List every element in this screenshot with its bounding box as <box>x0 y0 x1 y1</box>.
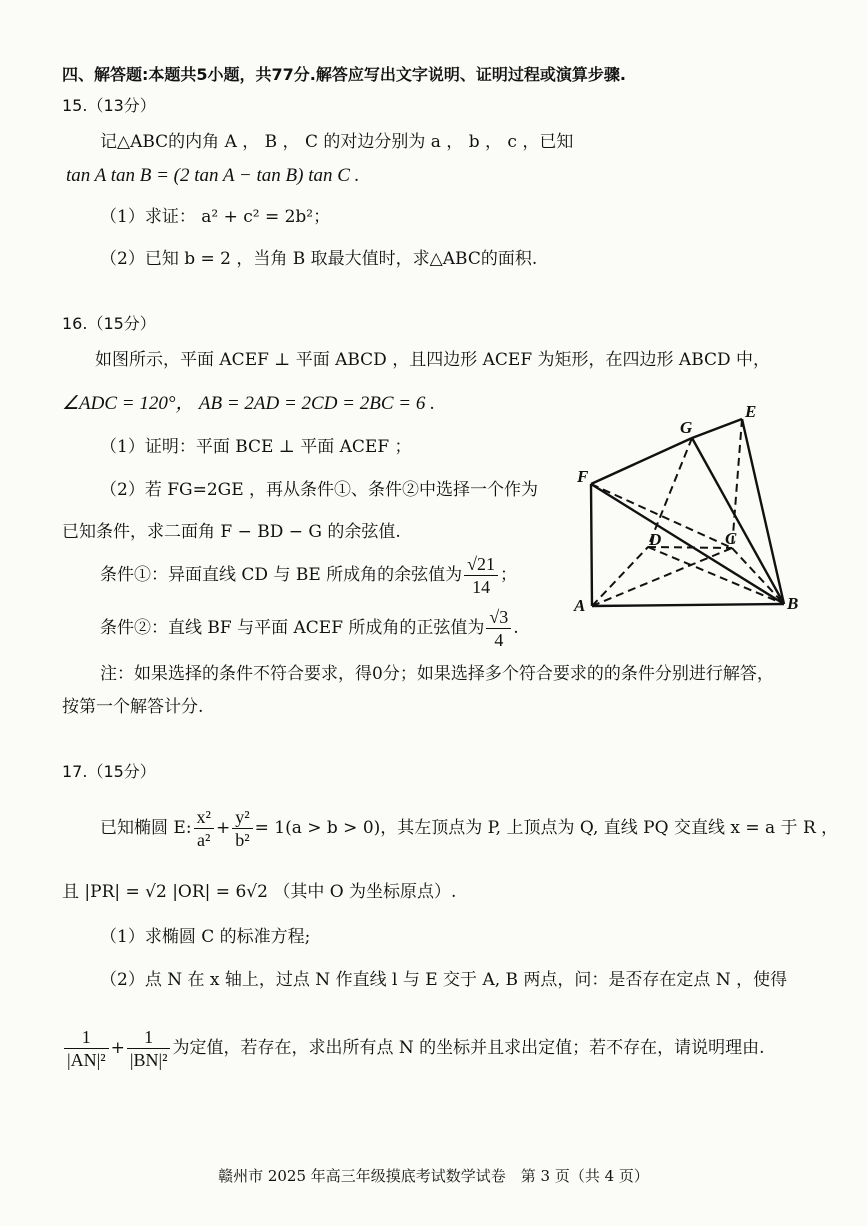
edge-AC <box>592 548 732 606</box>
label-C: C <box>725 529 737 548</box>
page-footer: 赣州市 2025 年高三年级摸底考试数学试卷 第 3 页（共 4 页） <box>218 1167 649 1185</box>
an-fraction <box>64 1026 109 1071</box>
cond1-fraction <box>464 553 498 598</box>
label-B: B <box>787 594 799 613</box>
section-header: 四、解答题:本题共5小题，共77分.解答应写出文字说明、证明过程或演算步骤. <box>62 65 626 84</box>
q16-condition-2 <box>100 603 519 653</box>
cond2-text: 条件②：直线 BF 与平面 ACEF 所成角的正弦值为 <box>100 618 485 638</box>
label-E: E <box>745 402 757 421</box>
ellipse-x-fraction <box>194 806 214 851</box>
cond1-numerator: √21 <box>464 553 498 576</box>
q16-note-line2: 按第一个解答计分. <box>62 697 204 717</box>
q17-part1: （1）求椭圆 C 的标准方程; <box>100 927 311 947</box>
geometry-figure <box>565 400 815 625</box>
bn-denominator: |BN|² <box>129 1050 168 1070</box>
q16-number: 16.（15分） <box>62 314 156 333</box>
b2-denominator: b² <box>235 830 250 850</box>
a2-denominator: a² <box>197 830 211 850</box>
q16-part1: （1）证明：平面 BCE ⊥ 平面 ACEF ； <box>100 437 412 457</box>
q17-part2: （2）点 N 在 x 轴上，过点 N 作直线 l 与 E 交于 A, B 两点，问：是否存在定点 N ，使得 <box>100 970 788 990</box>
q16-part2-cont: 已知条件，求二面角 F − BD − G 的余弦值. <box>62 522 401 542</box>
edge-FB <box>591 484 784 604</box>
label-G: G <box>680 418 693 437</box>
q17-stem-line2: 且 |PR| = √2 |OR| = 6√2 （其中 O 为坐标原点）. <box>62 882 457 902</box>
label-A: A <box>574 596 586 615</box>
y2-numerator: y² <box>232 806 252 829</box>
q15-stem-line1: 记△ABC的内角 A ， B ， C 的对边分别为 a ， b ， c ，已知 <box>100 132 574 152</box>
q16-stem-line2: ∠ADC = 120°， AB = 2AD = 2CD = 2BC = 6 . <box>62 393 435 414</box>
q16-condition-1 <box>100 550 517 600</box>
q15-part2: （2）已知 b = 2 ，当角 B 取最大值时，求△ABC的面积. <box>100 249 538 269</box>
cond2-numerator: √3 <box>486 606 511 629</box>
cond2-fraction <box>486 606 511 651</box>
q16-note-line1: 注：如果选择的条件不符合要求，得0分；如果选择多个符合要求的的条件分别进行解答， <box>100 664 774 684</box>
edge-AB <box>592 604 784 606</box>
cond1-text: 条件①：异面直线 CD 与 BE 所成角的余弦值为 <box>100 565 463 585</box>
ellipse-y-fraction <box>232 806 252 851</box>
q17-number: 17.（15分） <box>62 762 156 781</box>
bn-numerator: 1 <box>127 1026 171 1049</box>
q17-stem-line1 <box>100 800 838 856</box>
cond1-end: ； <box>500 565 518 585</box>
x2-numerator: x² <box>194 806 214 829</box>
cond1-denominator: 14 <box>472 577 491 597</box>
label-F: F <box>577 467 589 486</box>
q16-stem-line1: 如图所示，平面 ACEF ⊥ 平面 ABCD ，且四边形 ACEF 为矩形，在四边形 ABCD 中， <box>95 350 771 370</box>
an-numerator: 1 <box>64 1026 109 1049</box>
cond2-denominator: 4 <box>494 630 504 650</box>
edge-AD <box>592 547 648 606</box>
q17-part2-line2 <box>62 1020 765 1076</box>
q17-stem-pre: 已知椭圆 E: <box>100 818 192 838</box>
bn-fraction <box>127 1026 171 1071</box>
cond2-end: . <box>513 618 519 638</box>
q16-part2: （2）若 FG=2GE ，再从条件①、条件②中选择一个作为 <box>100 480 539 500</box>
q17-stem-post: = 1(a > b > 0)，其左顶点为 P, 上顶点为 Q, 直线 PQ 交直线 x = a 于 R ， <box>254 818 839 838</box>
edge-FA <box>591 484 592 606</box>
edge-EB <box>742 419 784 604</box>
q15-stem-line2: tan A tan B = (2 tan A − tan B) tan C . <box>66 165 360 186</box>
q17-part2-end: 为定值，若存在，求出所有点 N 的坐标并且求出定值；若不存在，请说明理由. <box>172 1038 765 1058</box>
an-denominator: |AN|² <box>67 1050 106 1070</box>
q15-part1: （1）求证： a² + c² = 2b²； <box>100 207 331 227</box>
plus-sign: + <box>215 818 231 838</box>
q15-number: 15.（13分） <box>62 96 156 115</box>
plus-sign-2: + <box>110 1038 125 1058</box>
label-D: D <box>649 530 662 549</box>
edge-GE <box>692 419 742 438</box>
